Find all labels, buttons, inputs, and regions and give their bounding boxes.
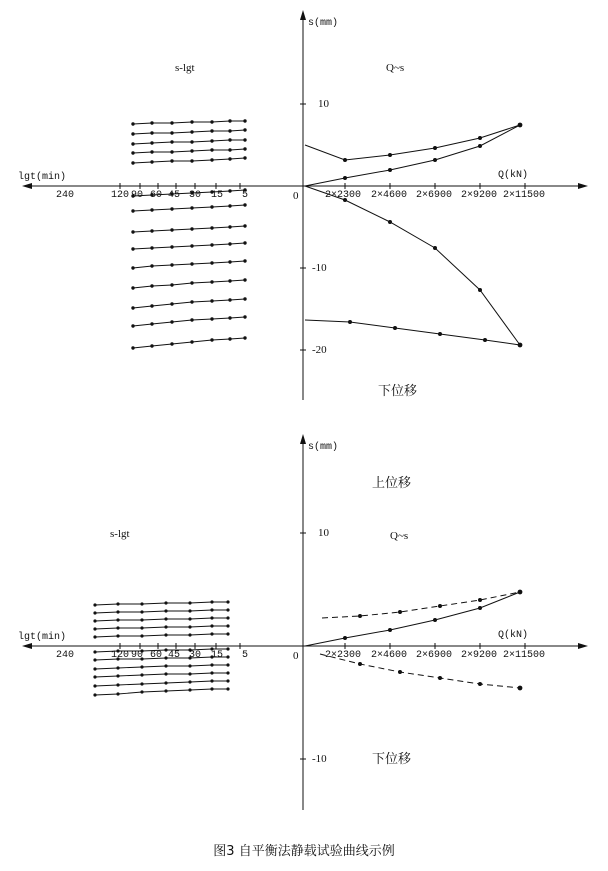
bottom-ytick-label-10: 10: [318, 527, 329, 539]
top-panel-svg: [0, 0, 608, 420]
bottom-left-curve-family: [95, 602, 228, 695]
top-ytick-label-10: 10: [318, 98, 329, 110]
bottom-left-markers: [93, 600, 229, 696]
top-lgttick-label-240: 240: [56, 190, 75, 201]
top-qtick-label-2: 2×4600: [371, 190, 408, 201]
bottom-origin-label: 0: [293, 650, 299, 662]
bottom-lgttick-label-15: 15: [211, 650, 224, 661]
bottom-note-downward: 下位移: [372, 752, 412, 767]
top-x-axis-label-right: Q(kN): [498, 170, 529, 181]
bottom-curve-upward-solid: [305, 592, 520, 646]
bottom-lgttick-label-90: 90: [131, 650, 144, 661]
chart-panel-top: [0, 0, 608, 420]
bottom-qtick-label-3: 2×6900: [416, 650, 453, 661]
bottom-qtick-label-5: 2×11500: [503, 650, 546, 661]
bottom-lgttick-label-120: 120: [111, 650, 130, 661]
bottom-x-axis-label-right: Q(kN): [498, 630, 529, 641]
bottom-x-axis-arrow-right: [578, 643, 588, 649]
top-lgttick-label-60: 60: [150, 190, 163, 201]
top-curve-upward-a: [305, 125, 520, 160]
bottom-right-markers: [343, 590, 522, 691]
top-qtick-label-3: 2×6900: [416, 190, 453, 201]
bottom-qtick-label-1: 2×2300: [325, 650, 362, 661]
bottom-lgttick-label-60: 60: [150, 650, 163, 661]
top-lgttick-label-45: 45: [168, 190, 181, 201]
bottom-qtick-label-4: 2×9200: [461, 650, 498, 661]
top-x-axis-arrow-right: [578, 183, 588, 189]
top-y-axis-label: s(mm): [308, 18, 339, 29]
top-origin-label: 0: [293, 190, 299, 202]
top-curve-upward-b: [305, 125, 520, 186]
bottom-left-chart-title: s-lgt: [110, 528, 130, 540]
bottom-panel-svg: [0, 420, 608, 820]
bottom-note-upward: 上位移: [372, 476, 412, 491]
bottom-ytick-label-neg10: -10: [312, 753, 327, 765]
bottom-right-chart-title: Q~s: [390, 530, 409, 542]
bottom-lgttick-label-45: 45: [168, 650, 181, 661]
top-curve-downward-tail: [305, 320, 520, 345]
bottom-y-axis-label: s(mm): [308, 442, 339, 453]
top-lgttick-label-5: 5: [242, 190, 249, 201]
bottom-lgttick-label-240: 240: [56, 650, 75, 661]
top-left-chart-title: s-lgt: [175, 62, 195, 74]
bottom-y-axis-arrow: [300, 434, 306, 444]
top-x-axis-arrow-left: [22, 183, 32, 189]
bottom-x-axis-label-left: lgt(min): [18, 632, 67, 643]
bottom-lgttick-label-30: 30: [189, 650, 202, 661]
top-right-markers: [343, 123, 522, 348]
top-lgttick-label-30: 30: [189, 190, 202, 201]
top-left-curve-family: [133, 121, 245, 348]
bottom-qtick-label-2: 2×4600: [371, 650, 408, 661]
top-x-axis-label-left: lgt(min): [18, 172, 67, 183]
chart-panel-bottom: [0, 420, 608, 820]
top-y-axis-arrow: [300, 10, 306, 20]
top-ytick-label-neg20: -20: [312, 344, 327, 356]
top-left-markers: [131, 119, 249, 349]
top-right-chart-title: Q~s: [386, 62, 405, 74]
figure-caption: 图3 自平衡法静载试验曲线示例: [213, 844, 395, 859]
top-qtick-label-1: 2×2300: [325, 190, 362, 201]
top-ytick-label-neg10: -10: [312, 262, 327, 274]
top-lgttick-label-15: 15: [211, 190, 224, 201]
bottom-lgttick-label-5: 5: [242, 650, 249, 661]
bottom-curve-upward-dashed: [322, 592, 520, 618]
top-qtick-label-5: 2×11500: [503, 190, 546, 201]
bottom-x-axis-arrow-left: [22, 643, 32, 649]
top-lgttick-label-120: 120: [111, 190, 130, 201]
top-lgttick-label-90: 90: [131, 190, 144, 201]
top-note-downward: 下位移: [378, 384, 418, 399]
top-qtick-label-4: 2×9200: [461, 190, 498, 201]
